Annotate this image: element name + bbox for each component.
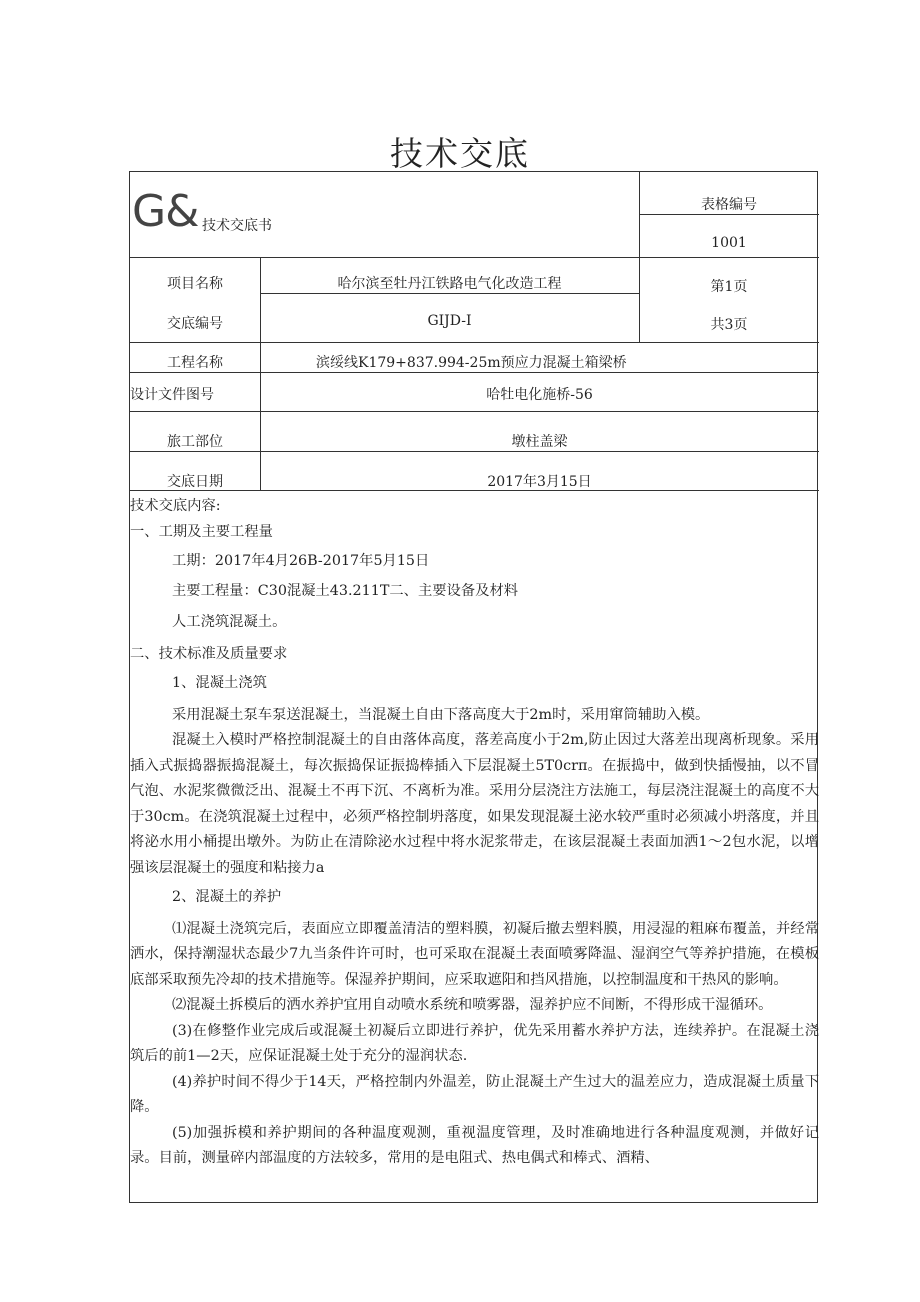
- technical-briefing-form: [129, 171, 818, 1203]
- page-title: 技术交底: [390, 134, 530, 173]
- subsection-heading: 1、混凝土浇筑: [172, 675, 267, 691]
- form-number: 1001: [711, 235, 747, 251]
- page-number: 第1页: [710, 279, 748, 295]
- section-heading: 一、工期及主要工程量: [130, 523, 273, 540]
- content-paragraph: (5)加强拆模和养护期间的各种温度观测，重视温度管理，及时准确地进行各种温度观测，并做好记录。目前，测量碎内部温度的方法较多，常用的是电阻式、热电偶式和棒式、酒精、: [130, 1124, 819, 1166]
- subsection-heading: 2、混凝土的养护: [172, 889, 282, 905]
- company-logo: G&: [132, 186, 199, 237]
- grid-hline: [130, 342, 819, 343]
- logo-subtitle: 技术交底书: [202, 218, 272, 234]
- grid-hline: [130, 257, 819, 258]
- row-label: 项目名称: [167, 276, 223, 292]
- briefing-content: [130, 494, 819, 1172]
- grid-hline: [260, 293, 639, 294]
- row-value: 滨绥线K179+837.994-25m预应力混凝土箱梁桥: [316, 355, 627, 371]
- row-value: 墩柱盖梁: [511, 434, 568, 450]
- content-line: 主要工程量：C30混凝土43.211T二、主要设备及材料: [172, 582, 519, 599]
- row-value: 哈尔滨至牡丹江铁路电气化改造工程: [337, 276, 562, 292]
- row-label: 交底编号: [167, 316, 223, 332]
- content-paragraph: 混凝土入模时严格控制混凝土的自由落体高度，落差高度小于2m,防止因过大落差出现离析现象。采用插入式振捣器振捣混凝土，每次振捣保证振捣棒插入下层混凝土5T0crπ。在振捣中，做到快插慢抽，以不冒气泡、水泥浆微微泛出、混凝土不再下沉、不离析为准。采用分层浇注方法施工，每层浇注混凝土的高度不大于30cm。在浇筑混凝土过程中，必须严格控制坍落度，如果发现混凝土泌水较严重时必须减小坍落度，并且将泌水用小桶提出墩外。为防止在清除泌水过程中将水泥浆带走，在该层混凝土表面加洒1～2包水泥，以增强该层混凝土的强度和粘接力a: [130, 732, 819, 876]
- row-label: 旅工部位: [167, 434, 223, 450]
- content-line: 工期：2017年4月26B-2017年5月15日: [172, 553, 430, 569]
- form-number-label: 表格编号: [701, 197, 757, 213]
- content-paragraph: ⑵混凝土拆模后的洒水养护宜用自动喷水系统和喷雾器，湿养护应不间断，不得形成干湿循环。: [172, 997, 773, 1013]
- content-line: 人工浇筑混凝土。: [172, 614, 287, 630]
- grid-hline: [130, 411, 819, 412]
- row-label: 设计文件图号: [130, 387, 214, 403]
- row-label: 交底日期: [167, 474, 223, 490]
- row-label: 工程名称: [167, 355, 223, 371]
- grid-hline: [130, 451, 819, 452]
- row-value: 2017年3月15日: [487, 474, 592, 490]
- content-paragraph: ⑴混凝土浇筑完后，表面应立即覆盖清洁的塑料膜，初凝后撤去塑料膜，用浸湿的粗麻布覆盖，并经常洒水，保持潮湿状态最少7九当条件许可时，也可采取在混凝土表面喷雾降温、湿润空气等养护措施，在模板底部采取预先冷却的技术措施等。保湿养护期间，应采取遮阳和挡风措施，以控制温度和干热风的影响。: [130, 920, 819, 988]
- section-heading: 二、技术标准及质量要求: [130, 645, 288, 662]
- grid-hline: [639, 214, 819, 215]
- grid-hline: [130, 372, 819, 373]
- row-value: GIJD-I: [427, 313, 472, 329]
- content-heading: 技术交底内容:: [130, 498, 221, 514]
- content-paragraph: 采用混凝土泵车泵送混凝土，当混凝土自由下落高度大于2m时，采用窜筒辅助入模。: [172, 706, 710, 723]
- row-value: 哈牡电化施桥-56: [486, 387, 593, 403]
- content-paragraph: (3)在修整作业完成后或混凝土初凝后立即进行养护，优先采用蓄水养护方法，连续养护。在混凝土浇筑后的前1—2天，应保证混凝土处于充分的湿润状态.: [130, 1022, 819, 1064]
- content-paragraph: (4)养护时间不得少于14天，严格控制内外温差，防止混凝土产生过大的温差应力，造成混凝土质量下降。: [130, 1073, 819, 1115]
- total-pages: 共3页: [710, 317, 748, 333]
